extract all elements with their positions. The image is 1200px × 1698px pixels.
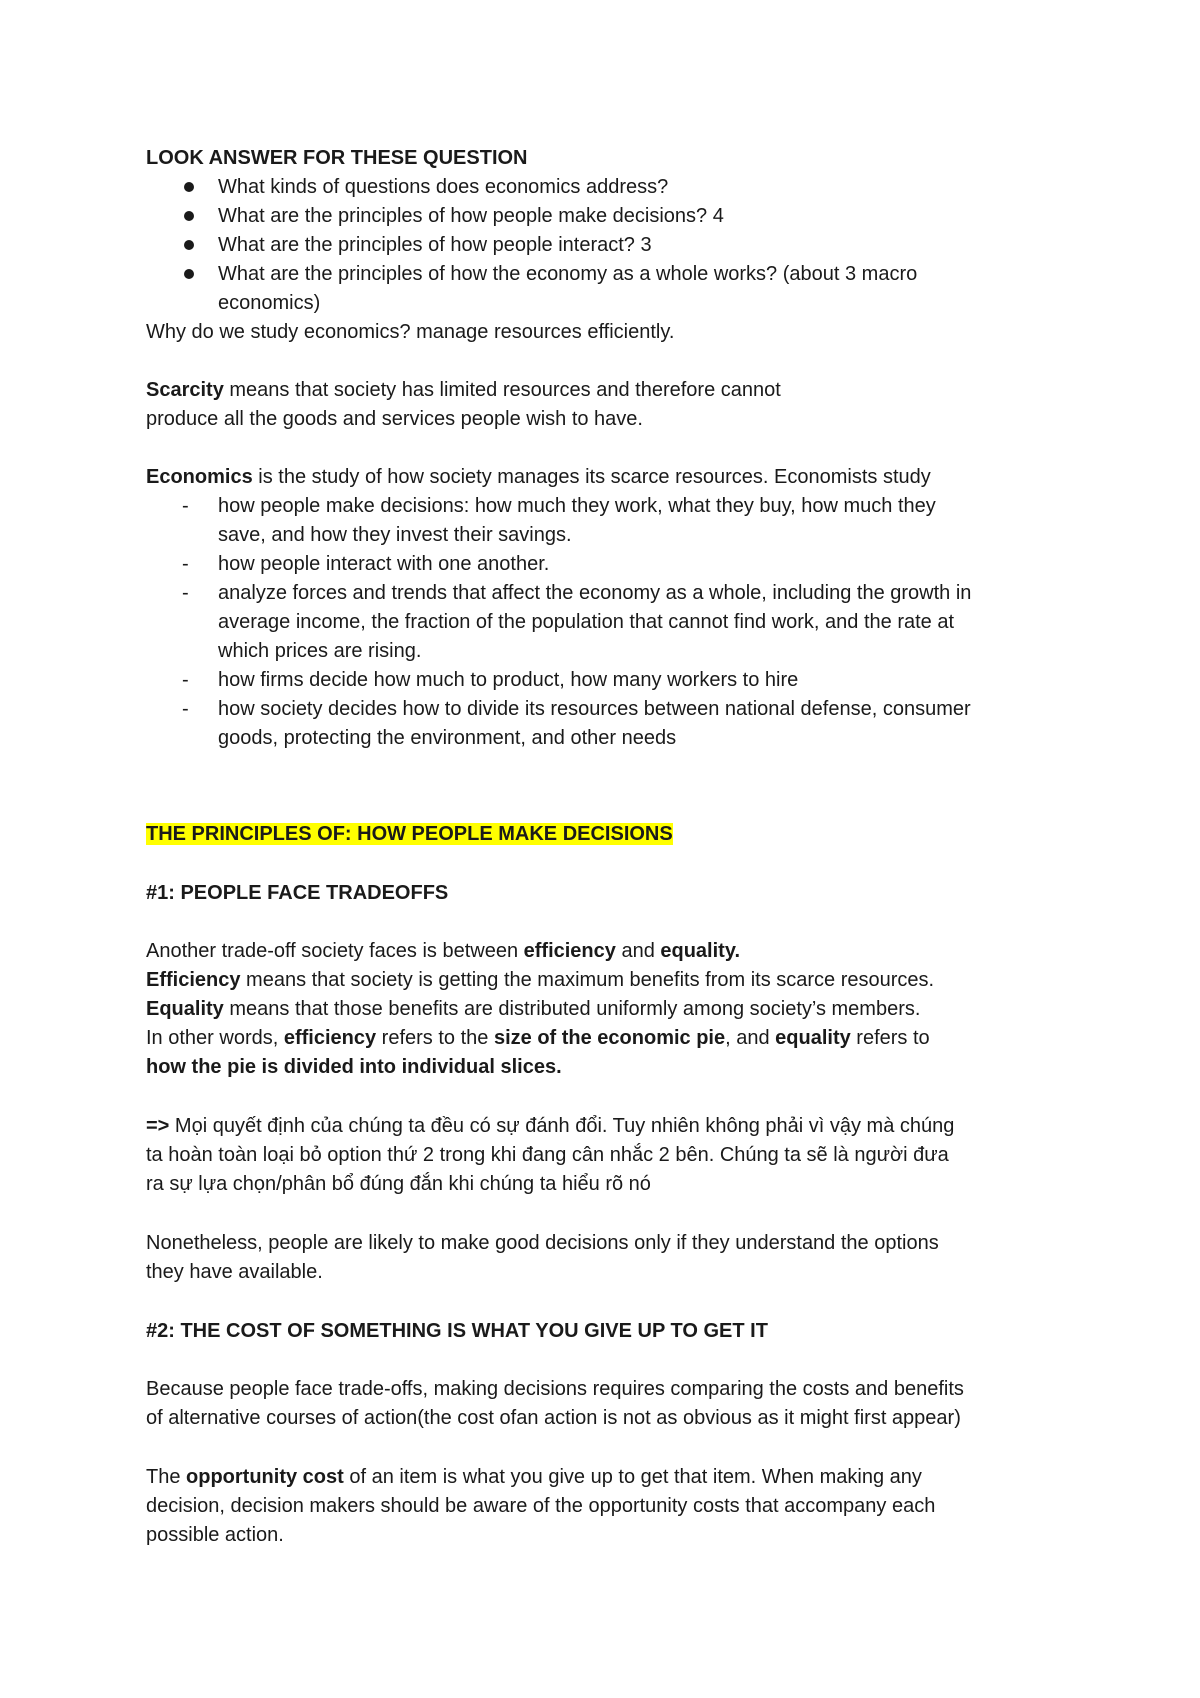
pie-slices-line: how the pie is divided into individual slices. bbox=[146, 1056, 562, 1078]
dash-marker: - bbox=[182, 495, 189, 517]
opportunity-cost-definition-continued: decision, decision makers should be aware of the opportunity costs that accompany each bbox=[146, 1495, 936, 1517]
nonetheless-line-continued: they have available. bbox=[146, 1261, 323, 1283]
equality-definition: Equality means that those benefits are distributed uniformly among society’s members. bbox=[146, 998, 921, 1020]
economists-study-item: how society decides how to divide its resources between national defense, consumer bbox=[218, 698, 971, 720]
efficiency-definition: Efficiency means that society is getting the maximum benefits from its scarce resources. bbox=[146, 969, 935, 991]
tradeoff-line: Another trade-off society faces is between efficiency and equality. bbox=[146, 940, 741, 962]
dash-marker: - bbox=[182, 553, 189, 575]
economists-study-item: how people make decisions: how much they work, what they buy, how much they bbox=[218, 495, 936, 517]
economists-study-item: analyze forces and trends that affect the economy as a whole, including the growth in bbox=[218, 582, 972, 604]
nonetheless-line: Nonetheless, people are likely to make good decisions only if they understand the options bbox=[146, 1232, 939, 1254]
economists-study-item-continued: average income, the fraction of the population that cannot find work, and the rate at bbox=[218, 611, 955, 633]
principle-2-heading: #2: THE COST OF SOMETHING IS WHAT YOU GIVE UP TO GET IT bbox=[146, 1320, 768, 1342]
questions-title: LOOK ANSWER FOR THESE QUESTION bbox=[146, 147, 528, 169]
bullet-icon bbox=[184, 240, 194, 250]
question-item: What kinds of questions does economics address? bbox=[218, 176, 669, 198]
tradeoff-comparison-line-continued: of alternative courses of action(the cost ofan action is not as obvious as it might first appear) bbox=[146, 1407, 961, 1429]
tradeoff-comparison-line: Because people face trade-offs, making decisions requires comparing the costs and benefits bbox=[146, 1378, 964, 1400]
in-other-words-line: In other words, efficiency refers to the size of the economic pie, and equality refers to bbox=[146, 1027, 930, 1049]
section-title: THE PRINCIPLES OF: HOW PEOPLE MAKE DECISIONS bbox=[146, 823, 673, 845]
economists-study-item-continued: save, and how they invest their savings. bbox=[218, 524, 572, 546]
principle-1-heading: #1: PEOPLE FACE TRADEOFFS bbox=[146, 882, 449, 904]
opportunity-cost-definition: The opportunity cost of an item is what you give up to get that item. When making any bbox=[146, 1466, 922, 1488]
why-study-line: Why do we study economics? manage resources efficiently. bbox=[146, 321, 675, 343]
question-item: What are the principles of how people interact? 3 bbox=[218, 234, 652, 256]
dash-marker: - bbox=[182, 582, 189, 604]
question-item: What are the principles of how the economy as a whole works? (about 3 macro bbox=[218, 263, 918, 285]
dash-marker: - bbox=[182, 698, 189, 720]
bullet-icon bbox=[184, 211, 194, 221]
scarcity-term: Scarcity bbox=[146, 379, 224, 401]
arrow-marker: => bbox=[146, 1115, 170, 1137]
question-item: What are the principles of how people make decisions? 4 bbox=[218, 205, 724, 227]
economists-study-item-continued: which prices are rising. bbox=[218, 640, 422, 662]
economists-study-item-continued: goods, protecting the environment, and other needs bbox=[218, 727, 677, 749]
vietnamese-note: => Mọi quyết định của chúng ta đều có sự đánh đổi. Tuy nhiên không phải vì vậy mà chúng bbox=[146, 1115, 955, 1137]
bullet-icon bbox=[184, 182, 194, 192]
economists-study-item: how firms decide how much to product, how many workers to hire bbox=[218, 669, 799, 691]
scarcity-definition: Scarcity means that society has limited resources and therefore cannot bbox=[146, 379, 781, 401]
vietnamese-note-continued: ra sự lựa chọn/phân bổ đúng đắn khi chúng ta hiểu rõ nó bbox=[146, 1173, 651, 1195]
economics-definition: Economics is the study of how society manages its scarce resources. Economists study bbox=[146, 466, 931, 488]
dash-marker: - bbox=[182, 669, 189, 691]
scarcity-definition-continued: produce all the goods and services people wish to have. bbox=[146, 408, 643, 430]
vietnamese-note-continued: ta hoàn toàn loại bỏ option thứ 2 trong khi đang cân nhắc 2 bên. Chúng ta sẽ là người đưa bbox=[146, 1144, 949, 1166]
opportunity-cost-definition-continued: possible action. bbox=[146, 1524, 284, 1546]
bullet-icon bbox=[184, 269, 194, 279]
economists-study-item: how people interact with one another. bbox=[218, 553, 550, 575]
economics-term: Economics bbox=[146, 466, 253, 488]
question-item-continued: economics) bbox=[218, 292, 321, 314]
